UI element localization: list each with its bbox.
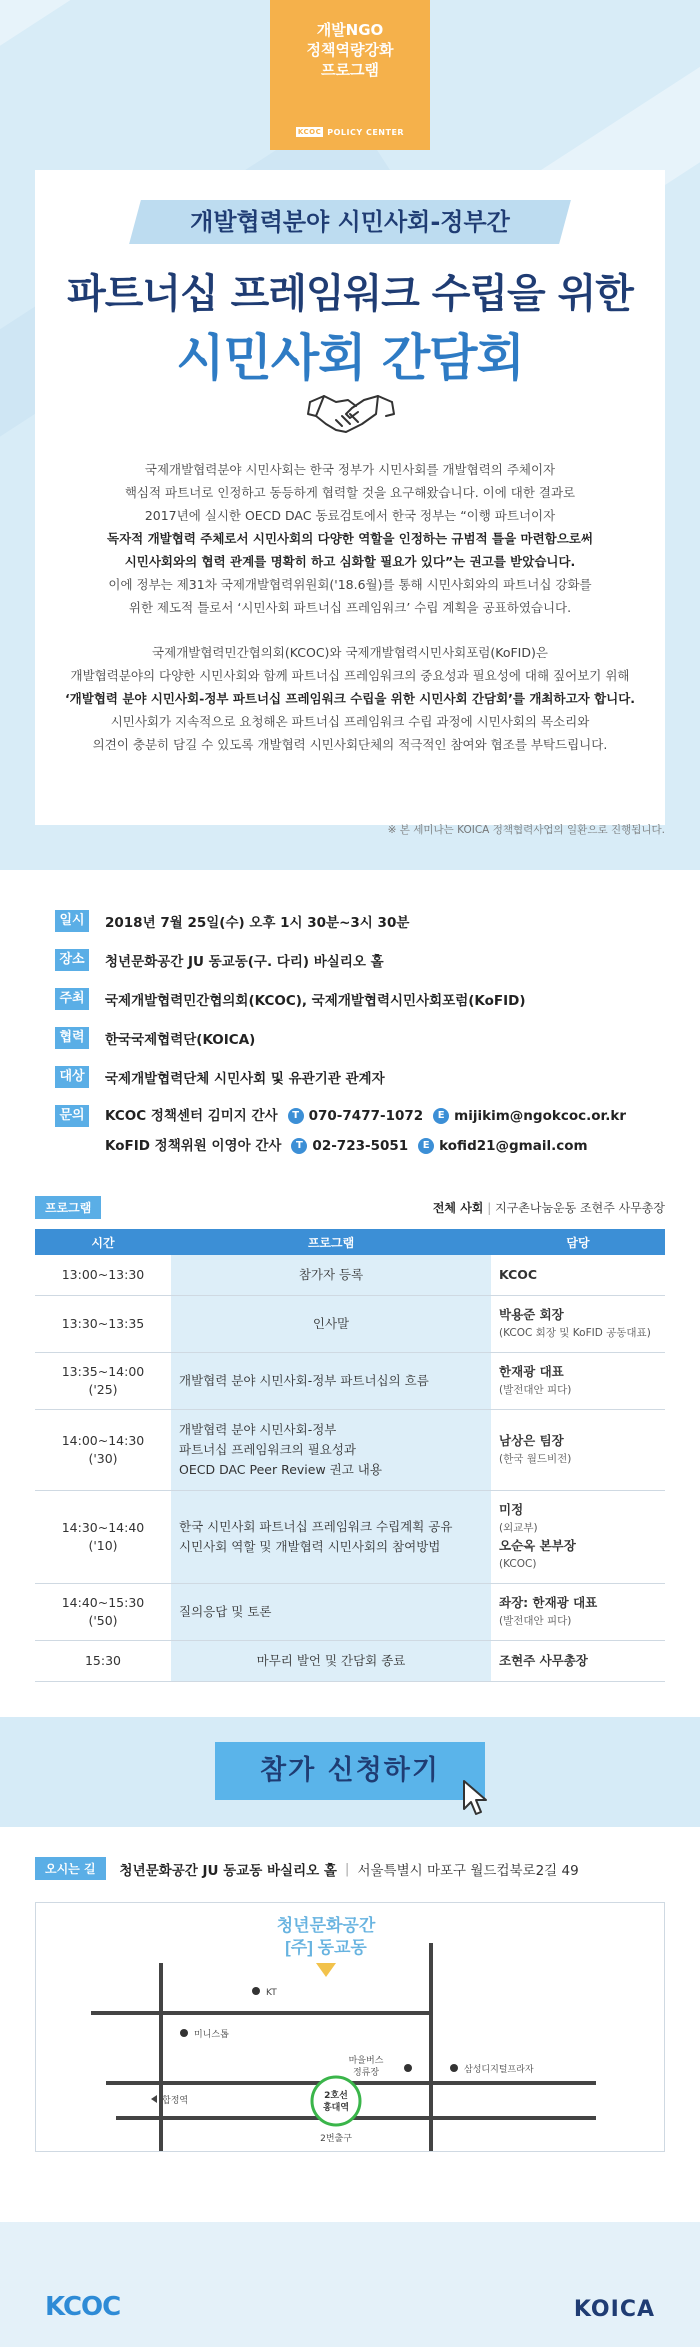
time-duration: ('50) [88, 1613, 118, 1628]
speaker-name: 오순옥 본부장 [499, 1538, 576, 1553]
email-icon: E [433, 1108, 449, 1124]
time-range: 14:40~15:30 [61, 1595, 145, 1610]
background-stripe [0, 0, 234, 177]
table-row [35, 1584, 665, 1641]
contact-kofid [105, 1133, 626, 1159]
time-range: 14:30~14:40 [61, 1520, 145, 1535]
map-label: 2번출구 [320, 2134, 352, 2144]
map-label: 정류장 [352, 2068, 380, 2078]
intro-text [60, 458, 640, 778]
map-point-dot [252, 1987, 260, 1995]
info-row-venue [55, 949, 645, 971]
map-venue-label: [주] 동교동 [285, 1938, 367, 1957]
table-row [35, 1255, 665, 1296]
info-value: 청년문화공간 JU 동교동(구. 다리) 바실리오 홀 [105, 954, 384, 970]
program-cell [171, 1584, 491, 1641]
contact-email[interactable]: kofid21@gmail.com [439, 1138, 588, 1154]
directions-section [0, 1827, 700, 2152]
main-subtitle: 시민사회 간담회 [176, 329, 524, 387]
program-cell [171, 1353, 491, 1410]
map-label: 2호선 [324, 2091, 348, 2101]
map-label: 삼성디지털프라자 [464, 2065, 534, 2075]
program-tag: 프로그램 [35, 1196, 101, 1219]
table-row [35, 1353, 665, 1410]
table-header: 담당 [491, 1229, 665, 1255]
station-marker-icon [312, 2077, 360, 2125]
speaker-affiliation: (외교부) [499, 1522, 538, 1534]
location-map[interactable] [35, 1902, 665, 2152]
info-label: 대상 [55, 1066, 89, 1088]
table-row [35, 1296, 665, 1353]
intro-paragraph-2 [60, 641, 640, 756]
info-value: 국제개발협력단체 시민사회 및 유관기관 관계자 [105, 1071, 385, 1087]
speaker-affiliation: (발전대안 피다) [499, 1384, 572, 1396]
map-label: 합정역 [162, 2096, 189, 2106]
info-value: 2018년 7월 25일(수) 오후 1시 30분~3시 30분 [105, 915, 410, 931]
time-cell [35, 1410, 171, 1491]
apply-button[interactable]: 참가 신청하기 [215, 1742, 485, 1800]
contact-email[interactable]: mijikim@ngokcoc.or.kr [454, 1108, 627, 1124]
map-label: 마을버스 [348, 2056, 384, 2066]
email-icon: E [418, 1138, 434, 1154]
speaker-cell [491, 1491, 665, 1584]
contact-list [105, 1105, 626, 1159]
program-badge [270, 0, 430, 150]
info-label: 장소 [55, 949, 89, 971]
speaker-name: 한재광 대표 [499, 1364, 564, 1379]
time-cell [35, 1584, 171, 1641]
policy-center-text: POLICY CENTER [327, 127, 405, 137]
intro-line: 독자적 개발협력 주체로서 시민사회의 다양한 역할을 인정하는 규범적 틀을 마련함으로써 [107, 531, 593, 546]
speaker-name: 조현주 사무총장 [499, 1653, 588, 1668]
info-row-date [55, 910, 645, 932]
info-value: 국제개발협력민간협의회(KCOC), 국제개발협력시민사회포럼(KoFID) [105, 993, 526, 1009]
map-label: 홍대역 [322, 2103, 350, 2113]
speaker-name: 좌장: 한재광 대표 [499, 1595, 598, 1610]
intro-line: 국제개발협력민간협의회(KCOC)와 국제개발협력시민사회포럼(KoFID)은 [152, 645, 548, 660]
speaker-name: 미정 [499, 1502, 524, 1517]
info-row-cooperation [55, 1027, 645, 1049]
intro-line: 핵심적 파트너로 인정하고 동등하게 협력할 것을 요구해왔습니다. 이에 대한 결과로 [124, 485, 576, 500]
program-cell [171, 1410, 491, 1491]
speaker-cell [491, 1641, 665, 1682]
program-cell [171, 1296, 491, 1353]
chair-label: 전체 사회 [432, 1201, 484, 1215]
contact-kcoc [105, 1105, 626, 1127]
info-label: 문의 [55, 1105, 89, 1127]
main-title: 파트너십 프레임워크 수립을 위한 [67, 271, 633, 317]
program-table-body [35, 1255, 665, 1682]
intro-line: 이에 정부는 제31차 국제개발협력위원회('18.6월)를 통해 시민사회와의 파트너십 강화를 [108, 577, 592, 592]
separator: | [344, 1860, 350, 1877]
time-range: 14:00~14:30 [61, 1433, 145, 1448]
time-cell [35, 1353, 171, 1410]
table-header-row [35, 1229, 665, 1255]
time-cell [35, 1641, 171, 1682]
map-point-dot [404, 2064, 412, 2072]
koica-logo: KOICA [573, 2297, 655, 2322]
speaker-affiliation: (KCOC) [499, 1558, 537, 1570]
map-venue-label: 청년문화공간 [276, 1916, 376, 1935]
time-duration: ('10) [88, 1538, 118, 1553]
contact-name: KoFID 정책위원 이영아 간사 [105, 1138, 282, 1154]
map-drawing [36, 1903, 664, 2151]
map-label: KT [266, 1988, 277, 1998]
directions-tag: 오시는 길 [35, 1857, 106, 1880]
program-cell [171, 1491, 491, 1584]
speaker-affiliation: (한국 월드비전) [499, 1453, 572, 1465]
speaker-name: KCOC [499, 1267, 538, 1282]
badge-line: 개발NGO [316, 21, 384, 39]
info-label: 협력 [55, 1027, 89, 1049]
contact-phone[interactable]: 02-723-5051 [312, 1138, 409, 1154]
program-item: 개발협력 분야 시민사회-정부 [179, 1422, 337, 1437]
program-section [0, 1176, 700, 1682]
info-label: 주최 [55, 988, 89, 1010]
speaker-cell [491, 1584, 665, 1641]
time-range: 15:30 [84, 1653, 122, 1668]
intro-line: 시민사회가 지속적으로 요청해온 파트너십 프레임워크 수립 과정에 시민사회의 목소리와 [110, 714, 590, 729]
table-row [35, 1491, 665, 1584]
kcoc-logo: KCOC [45, 2292, 121, 2322]
intro-line: 위한 제도적 틀로서 ‘시민사회 파트너십 프레임워크’ 수립 계획을 공표하였습니다. [128, 600, 572, 615]
footer [0, 2222, 700, 2347]
speaker-affiliation: (KCOC 회장 및 KoFID 공동대표) [499, 1327, 651, 1339]
badge-line: 프로그램 [321, 61, 379, 79]
table-row [35, 1410, 665, 1491]
map-point-dot [450, 2064, 458, 2072]
arrow-left-icon [151, 2095, 157, 2103]
intro-line: 개발협력분야의 다양한 시민사회와 함께 파트너십 프레임워크의 중요성과 필요성에 대해 짚어보기 위해 [70, 668, 630, 683]
program-header [35, 1196, 665, 1219]
kcoc-mark: KCOC [297, 128, 322, 136]
program-table [35, 1229, 665, 1682]
intro-line: 시민사회와의 협력 관계를 명확히 하고 심화할 필요가 있다”는 권고를 받았습니다. [124, 554, 576, 569]
policy-center-logo [292, 124, 408, 140]
speaker-cell [491, 1410, 665, 1491]
pointer-cursor-icon [462, 1779, 492, 1817]
intro-line: ‘개발협력 분야 시민사회-정부 파트너십 프레임워크 수립을 위한 시민사회 간담회’를 개최하고자 합니다. [64, 691, 636, 706]
program-item: OECD DAC Peer Review 권고 내용 [179, 1462, 382, 1477]
info-label: 일시 [55, 910, 89, 932]
info-row-target [55, 1066, 645, 1088]
intro-line: 2017년에 실시한 OECD DAC 동료검토에서 한국 정부는 “이행 파트너이자 [144, 508, 556, 523]
time-range: 13:00~13:30 [61, 1267, 145, 1282]
program-item: 시민사회 역할 및 개발협력 시민사회의 참여방법 [179, 1539, 441, 1554]
badge-line: 정책역량강화 [306, 41, 394, 59]
speaker-cell [491, 1296, 665, 1353]
speaker-affiliation: (발전대안 피다) [499, 1615, 572, 1627]
table-header: 시간 [35, 1229, 171, 1255]
program-item: 마무리 발언 및 간담회 종료 [256, 1653, 406, 1668]
info-row-contact [55, 1105, 645, 1159]
table-header: 프로그램 [171, 1229, 491, 1255]
table-row [35, 1641, 665, 1682]
map-label: 미니스톱 [194, 2030, 229, 2040]
program-cell [171, 1641, 491, 1682]
program-item: 인사말 [312, 1316, 350, 1331]
time-cell [35, 1491, 171, 1584]
intro-line: 국제개발협력분야 시민사회는 한국 정부가 시민사회를 개발협력의 주체이자 [144, 462, 556, 477]
program-item: 한국 시민사회 파트너십 프레임워크 수립계획 공유 [179, 1519, 453, 1534]
venue-marker-icon [316, 1963, 336, 1977]
chair-info: 전체 사회 | 지구촌나눔운동 조현주 사무총장 [432, 1201, 665, 1215]
handshake-icon [306, 380, 396, 440]
time-cell [35, 1296, 171, 1353]
info-row-host [55, 988, 645, 1010]
time-range: 13:30~13:35 [61, 1316, 145, 1331]
intro-line: 의견이 충분히 담길 수 있도록 개발협력 시민사회단체의 적극적인 참여와 협조를 부탁드립니다. [92, 737, 608, 752]
program-item: 개발협력 분야 시민사회-정부 파트너십의 흐름 [179, 1373, 429, 1388]
venue-name: 청년문화공간 JU 동교동 바실리오 홀 [119, 1862, 337, 1879]
chair-value: 지구촌나눔운동 조현주 사무총장 [495, 1201, 665, 1215]
intro-paragraph-1 [60, 458, 640, 619]
time-duration: ('25) [88, 1382, 118, 1397]
program-cell [171, 1255, 491, 1296]
directions-row [35, 1857, 665, 1880]
speaker-name: 남상은 팀장 [499, 1433, 564, 1448]
time-cell [35, 1255, 171, 1296]
venue-address: 서울특별시 마포구 월드컵북로2길 49 [357, 1862, 579, 1879]
koica-note: ※ 본 세미나는 KOICA 정책협력사업의 일환으로 진행됩니다. [387, 824, 665, 836]
event-info [0, 870, 700, 1159]
cta-section [0, 1717, 700, 1827]
contact-phone[interactable]: 070-7477-1072 [308, 1108, 424, 1124]
program-item: 참가자 등록 [298, 1267, 364, 1282]
program-item: 질의응답 및 토론 [179, 1604, 272, 1619]
speaker-name: 박용준 회장 [499, 1307, 564, 1322]
info-value: 한국국제협력단(KOICA) [105, 1032, 256, 1048]
time-duration: ('30) [88, 1451, 118, 1466]
ribbon-title: 개발협력분야 시민사회-정부간 [190, 208, 510, 236]
contact-name: KCOC 정책센터 김미지 간사 [105, 1108, 278, 1124]
speaker-cell [491, 1255, 665, 1296]
map-point-dot [180, 2029, 188, 2037]
phone-icon: T [291, 1138, 307, 1154]
phone-icon: T [288, 1108, 304, 1124]
speaker-cell [491, 1353, 665, 1410]
time-range: 13:35~14:00 [61, 1364, 145, 1379]
program-item: 파트너십 프레임워크의 필요성과 [179, 1442, 356, 1457]
hero-section [0, 0, 700, 870]
